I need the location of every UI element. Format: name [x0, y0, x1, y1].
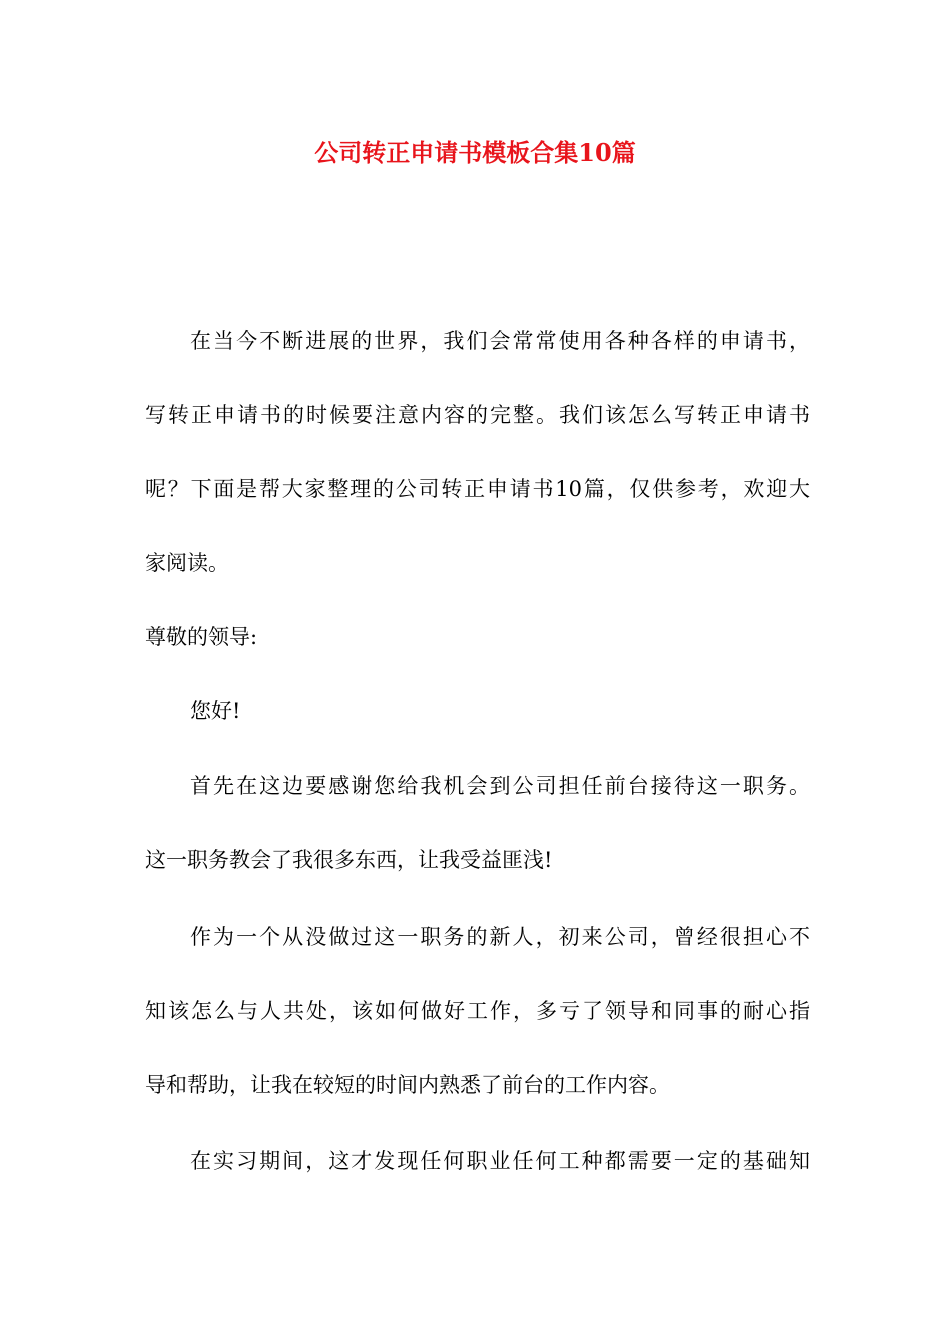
- paragraph-line: 首先在这边要感谢您给我机会到公司担任前台接待这一职务。: [190, 774, 810, 798]
- paragraph-line: 知该怎么与人共处，该如何做好工作，多亏了领导和同事的耐心指: [145, 999, 810, 1023]
- paragraph-line: 呢？下面是帮大家整理的公司转正申请书10篇，仅供参考，欢迎大: [145, 477, 810, 501]
- paragraph-line: 写转正申请书的时候要注意内容的完整。我们该怎么写转正申请书: [145, 403, 810, 427]
- document-title: 公司转正申请书模板合集10篇: [314, 138, 636, 167]
- paragraph-line: 在实习期间，这才发现任何职业任何工种都需要一定的基础知: [190, 1149, 810, 1173]
- paragraph-line: 作为一个从没做过这一职务的新人，初来公司，曾经很担心不: [190, 925, 810, 949]
- paragraph-line: 这一职务教会了我很多东西，让我受益匪浅!: [145, 848, 553, 872]
- salutation: 尊敬的领导:: [145, 625, 258, 649]
- paragraph-line: 家阅读。: [145, 551, 229, 575]
- greeting: 您好!: [190, 699, 241, 723]
- paragraph-line: 导和帮助，让我在较短的时间内熟悉了前台的工作内容。: [145, 1073, 670, 1097]
- paragraph-line: 在当今不断进展的世界，我们会常常使用各种各样的申请书，: [190, 329, 810, 353]
